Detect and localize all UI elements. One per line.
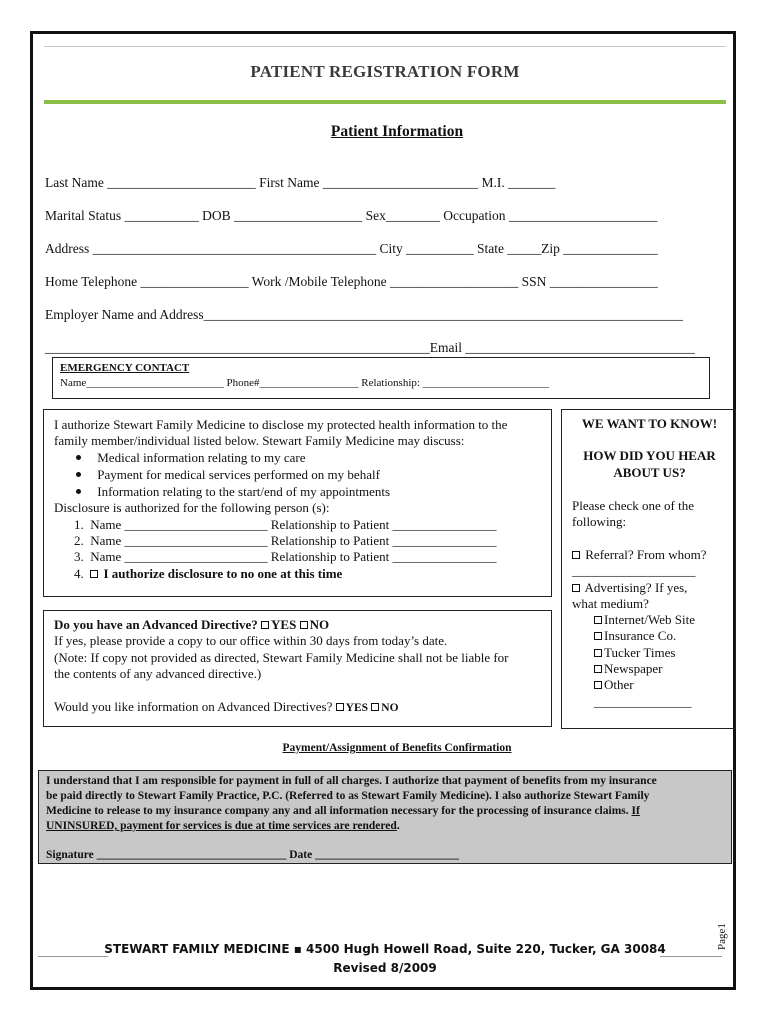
section-title-patient-information: Patient Information: [330, 123, 464, 140]
authorization-box: [43, 409, 552, 597]
address-row[interactable]: Address __________________________________________ City __________ State _____Zip ______________: [45, 241, 658, 256]
advertising-option[interactable]: Advertising? If yes,: [572, 580, 687, 596]
payment-line-2: be paid directly to Stewart Family Practice, P.C. (Referred to as Stewart Family Medicine). I also authorize Stewart Family: [46, 790, 650, 802]
bullet-item: Payment for medical services performed on my behalf: [76, 467, 380, 483]
want-to-know-box: [561, 409, 736, 729]
other-line[interactable]: _______________: [594, 694, 692, 709]
checkbox-icon[interactable]: [572, 584, 580, 592]
disclosure-label: Disclosure is authorized for the following person (s):: [54, 500, 330, 515]
advance-directive-box: [43, 610, 552, 727]
checkbox-icon[interactable]: [594, 665, 602, 673]
referral-option[interactable]: Referral? From whom?: [572, 547, 707, 563]
medium-option[interactable]: Internet/Web Site: [594, 612, 695, 628]
checkbox-icon[interactable]: [300, 621, 308, 629]
directive-question: Do you have an Advanced Directive? YES NO: [54, 617, 330, 632]
medium-option[interactable]: Newspaper: [594, 661, 662, 677]
checkbox-icon[interactable]: [336, 703, 344, 711]
bullet-icon: [76, 455, 81, 460]
checkbox-icon[interactable]: [594, 649, 602, 657]
want-heading: WE WANT TO KNOW!: [581, 416, 718, 431]
form-title: PATIENT REGISTRATION FORM: [250, 62, 520, 81]
bullet-item: Information relating to the start/end of my appointments: [76, 484, 390, 500]
emergency-contact-fields[interactable]: Name_________________________ Phone#__________________ Relationship: _______________________: [60, 377, 550, 389]
title-underline: [44, 100, 726, 104]
payment-line-3: Medicine to release to my insurance company any and all information necessary for the processing of insurance claims. If: [46, 805, 640, 817]
checkbox-icon[interactable]: [594, 681, 602, 689]
about-us: ABOUT US?: [613, 465, 686, 480]
referral-line[interactable]: ___________________: [572, 563, 696, 578]
directive-line-3: the contents of any advanced directive.): [54, 666, 262, 681]
bullet-icon: [76, 489, 81, 494]
how-did-you-hear: HOW DID YOU HEAR: [583, 448, 716, 463]
medium-option[interactable]: Other: [594, 677, 634, 693]
emergency-contact-title: EMERGENCY CONTACT: [60, 362, 190, 374]
checkbox-icon[interactable]: [594, 632, 602, 640]
top-divider: [44, 46, 726, 47]
footer: [44, 940, 726, 978]
name-fields-row[interactable]: Last Name ______________________ First Name _______________________ M.I. _______: [45, 175, 556, 190]
medium-option[interactable]: Tucker Times: [594, 645, 675, 661]
checkbox-icon[interactable]: [594, 616, 602, 624]
person-row-1[interactable]: 1. Name ______________________ Relationship to Patient ________________: [74, 517, 497, 532]
instruction-2: following:: [572, 514, 627, 529]
advertising-medium: what medium?: [572, 596, 649, 611]
authorization-intro-1: I authorize Stewart Family Medicine to disclose my protected health information to the: [54, 417, 508, 432]
bullet-icon: [76, 472, 81, 477]
person-row-2[interactable]: 2. Name ______________________ Relationship to Patient ________________: [74, 533, 497, 548]
emergency-contact-box: [52, 357, 710, 399]
directive-line-2: (Note: If copy not provided as directed, Stewart Family Medicine shall not be liable for: [54, 650, 509, 665]
medium-option[interactable]: Insurance Co.: [594, 628, 676, 644]
no-disclosure-option[interactable]: 4. I authorize disclosure to no one at this time: [74, 566, 343, 581]
directive-line-1: If yes, please provide a copy to our office within 30 days from today’s date.: [54, 633, 448, 648]
page-number-label: Page1: [716, 923, 728, 950]
directive-info-question: Would you like information on Advanced Directives? YES NO: [54, 699, 399, 714]
payment-line-4: UNINSURED, payment for services is due at time services are rendered.: [46, 820, 400, 832]
email-row[interactable]: _________________________________________________________Email __________________________________: [45, 340, 695, 355]
footer-address: STEWART FAMILY MEDICINE ▪ 4500 Hugh Howell Road, Suite 220, Tucker, GA 30084: [104, 942, 666, 956]
bullet-item: Medical information relating to my care: [76, 450, 306, 466]
footer-revised: Revised 8/2009: [333, 961, 437, 975]
employer-row[interactable]: Employer Name and Address_______________________________________________________________________: [45, 307, 683, 322]
telephone-ssn-row[interactable]: Home Telephone ________________ Work /Mobile Telephone ___________________ SSN ________________: [45, 274, 658, 289]
payment-line-1: I understand that I am responsible for payment in full of all charges. I authorize that payment of benefits from my insurance: [46, 775, 657, 787]
person-row-3[interactable]: 3. Name ______________________ Relationship to Patient ________________: [74, 549, 497, 564]
payment-title: Payment/Assignment of Benefits Confirmation: [282, 742, 512, 754]
checkbox-icon[interactable]: [90, 570, 98, 578]
checkbox-icon[interactable]: [261, 621, 269, 629]
checkbox-icon[interactable]: [572, 551, 580, 559]
payment-box: [38, 770, 732, 864]
authorization-intro-2: family member/individual listed below. Stewart Family Medicine may discuss:: [54, 433, 465, 448]
instruction-1: Please check one of the: [572, 498, 695, 513]
checkbox-icon[interactable]: [371, 703, 379, 711]
signature-date-row[interactable]: Signature _________________________________ Date _________________________: [46, 849, 459, 861]
marital-dob-sex-occupation-row[interactable]: Marital Status ___________ DOB ___________________ Sex________ Occupation ______________________: [45, 208, 658, 223]
